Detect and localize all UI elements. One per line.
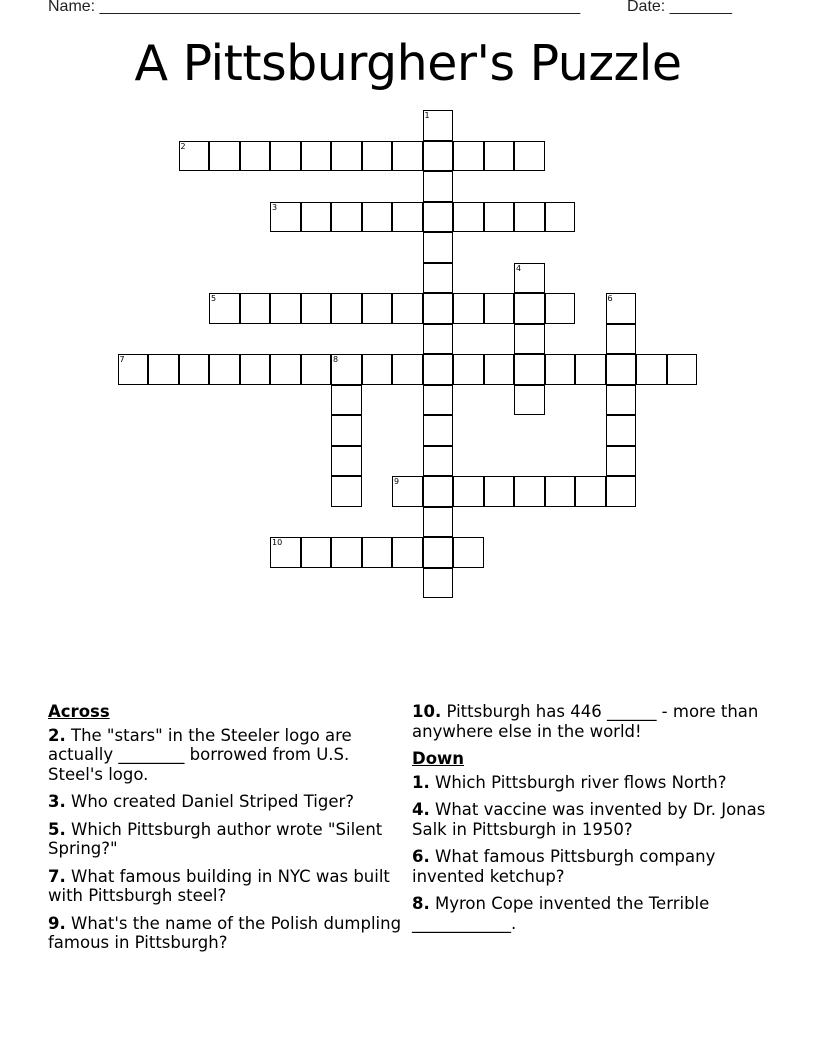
crossword-cell[interactable] <box>667 354 698 385</box>
clue-number-label: 8 <box>333 355 339 364</box>
crossword-cell[interactable] <box>209 141 240 172</box>
crossword-cell[interactable] <box>331 476 362 507</box>
clue-text: The "stars" in the Steeler logo are actually ________ borrowed from U.S. Steel's logo. <box>48 725 352 784</box>
crossword-cell[interactable] <box>423 385 454 416</box>
crossword-cell[interactable] <box>270 141 301 172</box>
clue-number-label: 5 <box>211 294 217 303</box>
crossword-cell[interactable] <box>331 537 362 568</box>
crossword-cell[interactable] <box>453 293 484 324</box>
clue-number: 10. <box>412 702 442 721</box>
crossword-cell[interactable] <box>331 446 362 477</box>
crossword-cell[interactable] <box>209 354 240 385</box>
crossword-cell[interactable] <box>148 354 179 385</box>
clue-number: 8. <box>412 894 430 913</box>
clue-text: Which Pittsburgh author wrote "Silent Spring?" <box>48 819 383 858</box>
crossword-cell[interactable] <box>392 141 423 172</box>
clue-number: 3. <box>48 792 66 811</box>
crossword-cell[interactable] <box>514 202 545 233</box>
crossword-cell[interactable] <box>545 354 576 385</box>
clue-number: 7. <box>48 866 66 886</box>
crossword-cell[interactable] <box>453 476 484 507</box>
date-field-label: Date: _______ <box>627 0 732 15</box>
crossword-cell[interactable] <box>331 293 362 324</box>
across-clue-10 <box>412 702 767 741</box>
across-clue-3 <box>48 792 403 812</box>
crossword-cell[interactable] <box>270 293 301 324</box>
down-clue-4 <box>412 800 767 839</box>
clue-text: What's the name of the Polish dumpling famous in Pittsburgh? <box>48 913 402 952</box>
down-clue-1 <box>412 773 767 793</box>
crossword-cell[interactable] <box>606 354 637 385</box>
crossword-cell[interactable] <box>423 537 454 568</box>
crossword-cell[interactable] <box>545 476 576 507</box>
crossword-cell[interactable] <box>423 110 454 141</box>
down-clue-8 <box>412 894 767 933</box>
crossword-cell[interactable] <box>484 141 515 172</box>
clue-number-label: 7 <box>119 355 125 364</box>
crossword-cell[interactable] <box>392 476 423 507</box>
crossword-cell[interactable] <box>453 354 484 385</box>
crossword-cell[interactable] <box>392 537 423 568</box>
crossword-cell[interactable] <box>453 537 484 568</box>
across-clue-7 <box>48 867 403 906</box>
crossword-cell[interactable] <box>392 202 423 233</box>
crossword-cell[interactable] <box>606 476 637 507</box>
crossword-cell[interactable] <box>331 141 362 172</box>
name-field-label: Name: ______________________________________________________ <box>48 0 581 15</box>
clue-number-label: 9 <box>394 477 400 486</box>
crossword-cell[interactable] <box>301 202 332 233</box>
crossword-cell[interactable] <box>514 324 545 355</box>
crossword-cell[interactable] <box>423 568 454 599</box>
down-heading: Down <box>412 749 465 768</box>
crossword-cell[interactable] <box>240 141 271 172</box>
crossword-cell[interactable] <box>331 202 362 233</box>
clues-column-left <box>48 702 403 961</box>
crossword-cell[interactable] <box>392 293 423 324</box>
crossword-cell[interactable] <box>331 354 362 385</box>
crossword-cell[interactable] <box>240 293 271 324</box>
clue-number: 1. <box>412 772 430 792</box>
across-clue-2 <box>48 726 403 785</box>
crossword-cell[interactable] <box>514 354 545 385</box>
crossword-cell[interactable] <box>301 354 332 385</box>
crossword-cell[interactable] <box>331 415 362 446</box>
clue-number-label: 2 <box>180 141 186 151</box>
crossword-cell[interactable] <box>423 263 454 294</box>
crossword-cell[interactable] <box>423 507 454 538</box>
crossword-cell[interactable] <box>545 293 576 324</box>
crossword-cell[interactable] <box>545 202 576 233</box>
crossword-cell[interactable] <box>453 202 484 233</box>
crossword-cell[interactable] <box>301 141 332 172</box>
crossword-cell[interactable] <box>179 354 210 385</box>
crossword-cell[interactable] <box>423 293 454 324</box>
crossword-cell[interactable] <box>301 293 332 324</box>
down-clue-6 <box>412 847 767 886</box>
clue-number: 6. <box>412 847 430 866</box>
crossword-cell[interactable] <box>514 141 545 172</box>
crossword-cell[interactable] <box>423 232 454 263</box>
crossword-cell[interactable] <box>484 202 515 233</box>
crossword-cell[interactable] <box>362 354 393 385</box>
crossword-cell[interactable] <box>514 476 545 507</box>
crossword-cell[interactable] <box>575 354 606 385</box>
clue-text: What famous building in NYC was built with Pittsburgh steel? <box>48 866 390 905</box>
crossword-cell[interactable] <box>209 293 240 324</box>
crossword-cell[interactable] <box>362 202 393 233</box>
clue-number-label: 4 <box>516 263 522 273</box>
clue-text: Myron Cope invented the Terrible ____________. <box>412 894 710 933</box>
clue-number: 9. <box>48 913 66 933</box>
crossword-cell[interactable] <box>514 263 545 294</box>
crossword-cell[interactable] <box>362 537 393 568</box>
crossword-cell[interactable] <box>484 476 515 507</box>
crossword-cell[interactable] <box>575 476 606 507</box>
crossword-cell[interactable] <box>606 324 637 355</box>
crossword-cell[interactable] <box>423 202 454 233</box>
crossword-cell[interactable] <box>636 354 667 385</box>
crossword-cell[interactable] <box>484 293 515 324</box>
across-clue-9 <box>48 914 403 953</box>
across-clue-5 <box>48 820 403 859</box>
crossword-cell[interactable] <box>423 446 454 477</box>
clue-text: Who created Daniel Striped Tiger? <box>71 792 355 811</box>
crossword-cell[interactable] <box>270 202 301 233</box>
crossword-cell[interactable] <box>484 354 515 385</box>
clue-number: 5. <box>48 819 66 839</box>
crossword-cell[interactable] <box>514 293 545 324</box>
puzzle-title: A Pittsburgher's Puzzle <box>134 35 682 92</box>
clue-number-label: 3 <box>272 202 278 212</box>
crossword-cell[interactable] <box>179 141 210 172</box>
crossword-cell[interactable] <box>606 446 637 477</box>
clue-number: 2. <box>48 725 66 745</box>
crossword-cell[interactable] <box>423 476 454 507</box>
crossword-cell[interactable] <box>423 171 454 202</box>
across-heading: Across <box>48 702 110 721</box>
clue-number: 4. <box>412 800 430 819</box>
crossword-cell[interactable] <box>362 141 393 172</box>
crossword-cell[interactable] <box>423 415 454 446</box>
crossword-cell[interactable] <box>514 385 545 416</box>
clue-text: Pittsburgh has 446 ______ - more than anywhere else in the world! <box>412 702 759 741</box>
clue-number-label: 6 <box>607 294 613 303</box>
clue-text: What vaccine was invented by Dr. Jonas Salk in Pittsburgh in 1950? <box>412 800 766 839</box>
clues-column-right <box>412 702 767 941</box>
crossword-cell[interactable] <box>270 537 301 568</box>
crossword-cell[interactable] <box>118 354 149 385</box>
clue-number-label: 1 <box>424 111 430 120</box>
crossword-cell[interactable] <box>240 354 271 385</box>
clue-text: What famous Pittsburgh company invented ketchup? <box>412 847 716 886</box>
crossword-cell[interactable] <box>331 385 362 416</box>
crossword-cell[interactable] <box>270 354 301 385</box>
crossword-cell[interactable] <box>453 141 484 172</box>
crossword-cell[interactable] <box>423 354 454 385</box>
crossword-cell[interactable] <box>392 354 423 385</box>
crossword-cell[interactable] <box>606 293 637 324</box>
crossword-cell[interactable] <box>606 385 637 416</box>
crossword-cell[interactable] <box>423 141 454 172</box>
crossword-cell[interactable] <box>606 415 637 446</box>
crossword-cell[interactable] <box>423 324 454 355</box>
crossword-cell[interactable] <box>362 293 393 324</box>
clue-number-label: 10 <box>272 538 283 547</box>
clue-text: Which Pittsburgh river flows North? <box>435 772 727 792</box>
crossword-cell[interactable] <box>301 537 332 568</box>
